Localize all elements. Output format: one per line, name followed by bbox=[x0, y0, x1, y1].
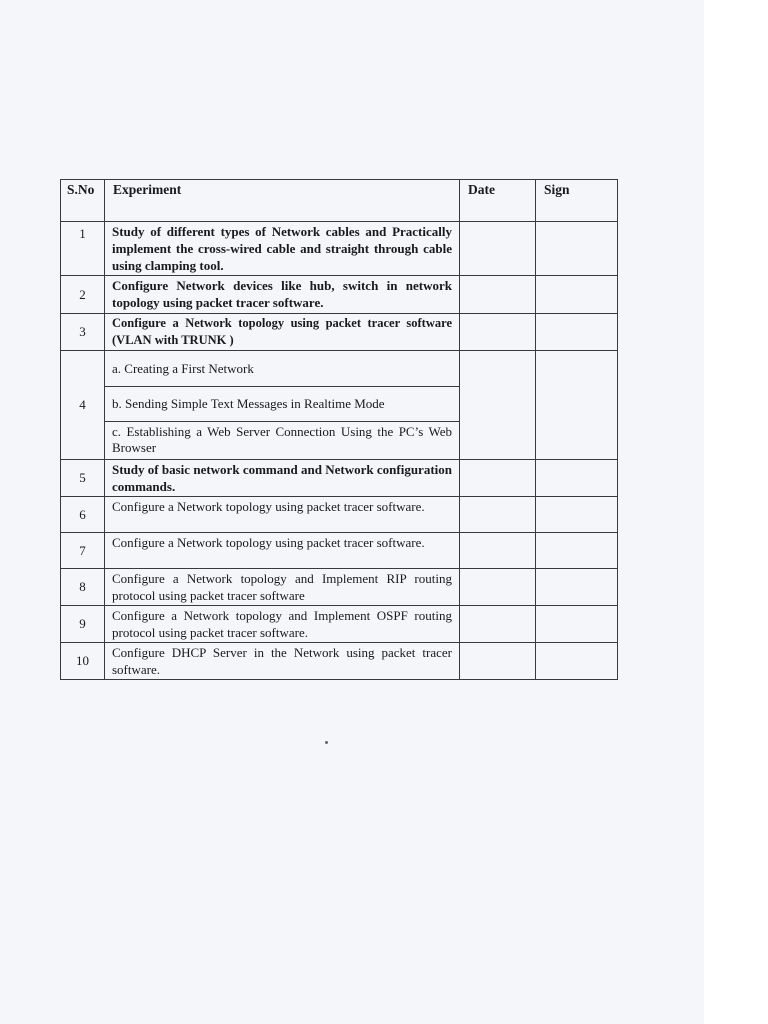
subitem-c: c. Establishing a Web Server Connection Using the PC’s Web Browser bbox=[112, 424, 452, 455]
subitem-a: a. Creating a First Network bbox=[105, 351, 459, 387]
experiment-cell: Configure Network devices like hub, switch in network topology using packet tracer software. bbox=[105, 276, 460, 314]
date-cell[interactable] bbox=[460, 643, 536, 680]
sign-cell[interactable] bbox=[536, 533, 618, 569]
date-cell[interactable] bbox=[460, 497, 536, 533]
sno-cell: 9 bbox=[61, 606, 105, 643]
header-date: Date bbox=[460, 180, 536, 222]
sno-cell: 5 bbox=[61, 460, 105, 497]
sign-cell[interactable] bbox=[536, 460, 618, 497]
experiment-subitems bbox=[105, 351, 460, 460]
table-row bbox=[61, 460, 618, 497]
date-cell[interactable] bbox=[460, 222, 536, 276]
table-row bbox=[61, 643, 618, 680]
date-cell[interactable] bbox=[460, 533, 536, 569]
scan-speck bbox=[325, 741, 328, 744]
table-header-row bbox=[61, 180, 618, 222]
sno-cell: 4 bbox=[61, 351, 105, 460]
sno-cell: 2 bbox=[61, 276, 105, 314]
sno-cell: 6 bbox=[61, 497, 105, 533]
experiment-cell: Configure a Network topology and Implement OSPF routing protocol using packet tracer software. bbox=[105, 606, 460, 643]
sign-cell[interactable] bbox=[536, 314, 618, 351]
table-row bbox=[61, 497, 618, 533]
date-cell[interactable] bbox=[460, 460, 536, 497]
table-row bbox=[61, 533, 618, 569]
sign-cell[interactable] bbox=[536, 276, 618, 314]
header-sno: S.No bbox=[61, 180, 105, 222]
table-row bbox=[61, 606, 618, 643]
sno-cell: 7 bbox=[61, 533, 105, 569]
experiment-cell: Configure a Network topology and Implement RIP routing protocol using packet tracer software bbox=[105, 569, 460, 606]
sign-cell[interactable] bbox=[536, 497, 618, 533]
experiment-list-table bbox=[60, 179, 618, 680]
sign-cell[interactable] bbox=[536, 643, 618, 680]
experiment-cell: Study of basic network command and Network configuration commands. bbox=[105, 460, 460, 497]
sno-cell: 10 bbox=[61, 643, 105, 680]
sign-cell[interactable] bbox=[536, 351, 618, 460]
experiment-cell: Configure a Network topology using packet tracer software. bbox=[105, 497, 460, 533]
date-cell[interactable] bbox=[460, 314, 536, 351]
date-cell[interactable] bbox=[460, 276, 536, 314]
header-sign: Sign bbox=[536, 180, 618, 222]
subitem-b: b. Sending Simple Text Messages in Realtime Mode bbox=[105, 387, 459, 422]
sno-cell: 1 bbox=[61, 222, 105, 276]
experiment-cell: Configure a Network topology using packet tracer software (VLAN with TRUNK ) bbox=[105, 314, 460, 351]
table-row bbox=[61, 569, 618, 606]
sign-cell[interactable] bbox=[536, 569, 618, 606]
date-cell[interactable] bbox=[460, 606, 536, 643]
experiment-cell: Study of different types of Network cables and Practically implement the cross-wired cable and straight through cable using clamping tool. bbox=[105, 222, 460, 276]
table-row bbox=[61, 351, 618, 460]
table-row bbox=[61, 314, 618, 351]
table-row bbox=[61, 276, 618, 314]
table-row bbox=[61, 222, 618, 276]
sign-cell[interactable] bbox=[536, 606, 618, 643]
sno-cell: 8 bbox=[61, 569, 105, 606]
experiment-cell: Configure DHCP Server in the Network using packet tracer software. bbox=[105, 643, 460, 680]
sno-cell: 3 bbox=[61, 314, 105, 351]
experiment-cell: Configure a Network topology using packet tracer software. bbox=[105, 533, 460, 569]
header-experiment: Experiment bbox=[105, 180, 460, 222]
date-cell[interactable] bbox=[460, 351, 536, 460]
page-margin bbox=[704, 0, 768, 1024]
date-cell[interactable] bbox=[460, 569, 536, 606]
sign-cell[interactable] bbox=[536, 222, 618, 276]
